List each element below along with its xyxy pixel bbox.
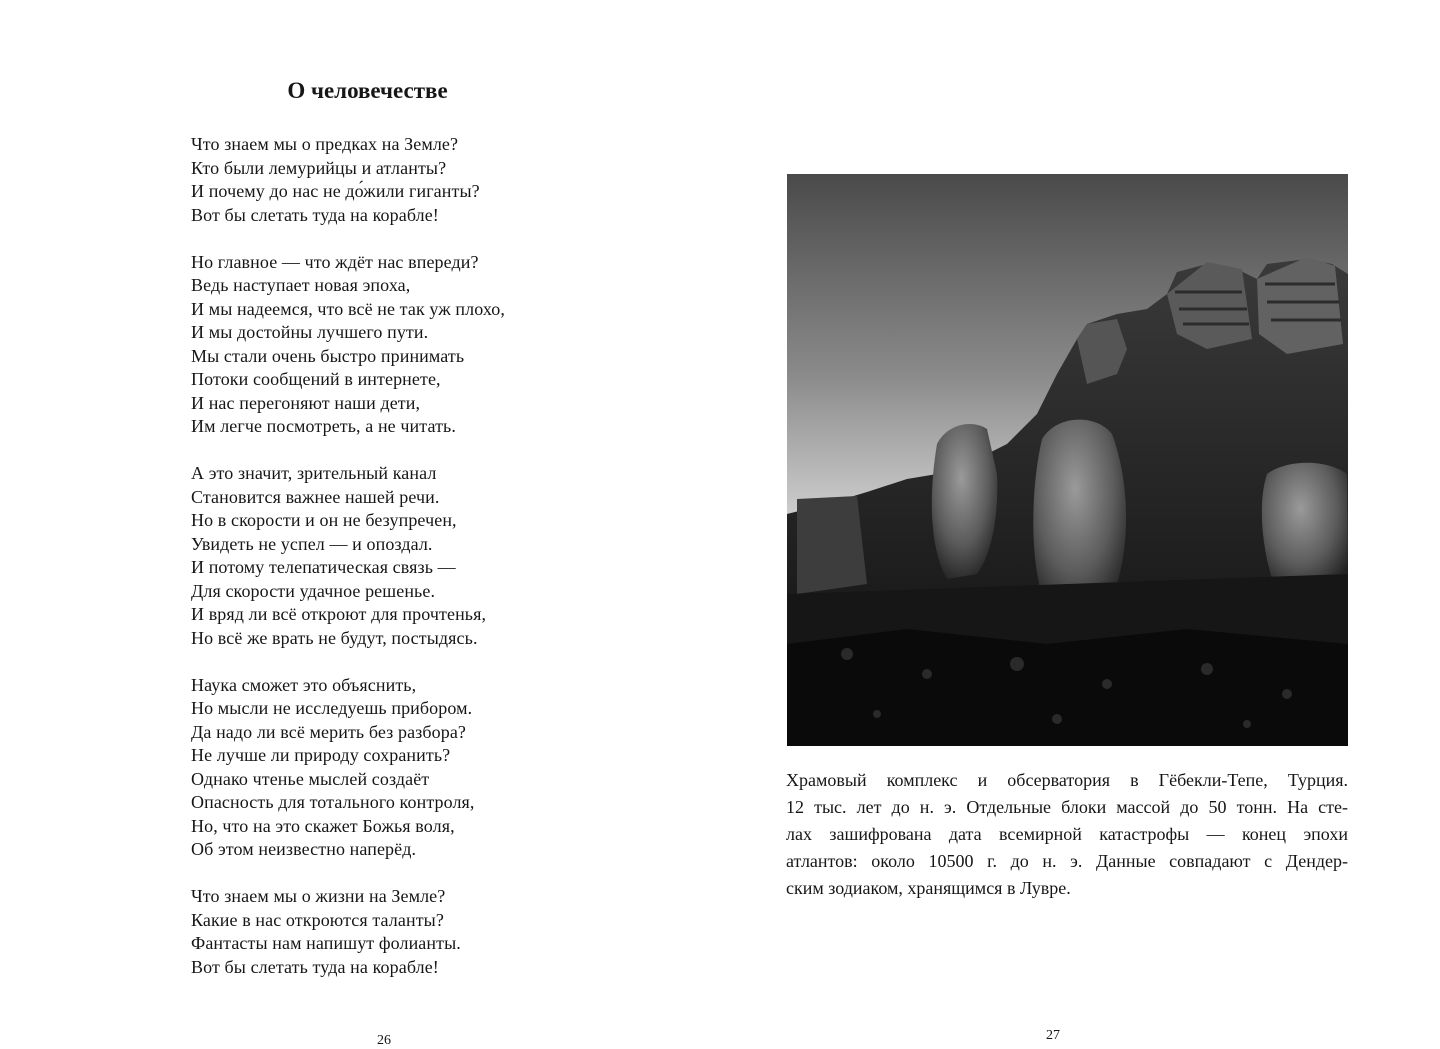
- poem-body: [191, 133, 505, 1003]
- poem-line: Фантасты нам напишут фолианты.: [191, 933, 461, 953]
- caption-line: ским зодиаком, хранящимся в Лувре.: [786, 878, 1071, 898]
- poem-line: Однако чтенье мыслей создаёт: [191, 768, 430, 789]
- caption-line: лах зашифрована дата всемирной катастрофы — конец эпохи: [786, 824, 1348, 844]
- poem-line: А это значит, зрительный канал: [191, 463, 437, 483]
- poem-line: И вряд ли всё откроют для прочтенья,: [191, 604, 487, 624]
- poem-line: Но всё же врать не будут, постыдясь.: [191, 627, 478, 648]
- poem-line: И нас перегоняют наши дети,: [191, 392, 421, 413]
- stanza: [191, 133, 505, 227]
- poem-line: Потоки сообщений в интернете,: [191, 369, 441, 389]
- poem-line: Ведь наступает новая эпоха,: [191, 275, 411, 295]
- poem-line: И потому телепатическая связь —: [191, 557, 456, 577]
- poem-line: Какие в нас откроются таланты?: [191, 909, 444, 930]
- stanza: [191, 462, 505, 650]
- poem-line: Для скорости удачное решенье.: [191, 580, 436, 601]
- caption-line: 12 тыс. лет до н. э. Отдельные блоки массой до 50 тонн. На сте-: [786, 797, 1348, 817]
- poem-line: Вот бы слетать туда на корабле!: [191, 204, 439, 225]
- poem-line: И мы надеемся, что всё не так уж плохо,: [191, 298, 505, 319]
- poem-line: Но в скорости и он не безупречен,: [191, 510, 457, 530]
- stanza: [191, 885, 505, 979]
- poem-line: Но, что на это скажет Божья воля,: [191, 815, 455, 836]
- caption-line: Храмовый комплекс и обсерватория в Гёбекли-Тепе, Турция.: [786, 770, 1348, 790]
- stanza: [191, 674, 505, 862]
- temple-ruins-photo: [787, 174, 1348, 746]
- poem-line: Об этом неизвестно наперёд.: [191, 839, 417, 859]
- poem-line: Наука сможет это объяснить,: [191, 674, 417, 695]
- page-number-left: 26: [377, 1033, 391, 1048]
- poem-line: Но мысли не исследуешь прибором.: [191, 698, 473, 718]
- poem-line: Увидеть не успел — и опоздал.: [191, 533, 433, 554]
- poem-line: Мы стали очень быстро принимать: [191, 345, 465, 366]
- poem-line: Кто были лемурийцы и атланты?: [191, 157, 447, 178]
- poem-line: И мы достойны лучшего пути.: [191, 322, 429, 342]
- poem-line: Становится важнее нашей речи.: [191, 486, 440, 507]
- caption-line: атлантов: около 10500 г. до н. э. Данные совпадают с Дендер-: [786, 851, 1348, 871]
- poem-line: Вот бы слетать туда на корабле!: [191, 956, 439, 977]
- poem-line: Им легче посмотреть, а не читать.: [191, 416, 456, 436]
- left-page: [0, 0, 720, 1048]
- poem-line: И почему до нас не до́жили гиганты?: [191, 181, 480, 201]
- photo-caption: [786, 767, 1348, 902]
- poem-title: О человечестве: [287, 78, 448, 103]
- right-page: [720, 0, 1440, 1045]
- poem-line: Что знаем мы о жизни на Земле?: [191, 886, 446, 906]
- stanza: [191, 251, 505, 439]
- poem-line: Опасность для тотального контроля,: [191, 792, 475, 812]
- poem-line: Что знаем мы о предках на Земле?: [191, 134, 459, 154]
- poem-line: Да надо ли всё мерить без разбора?: [191, 721, 466, 742]
- page-number-right: 27: [1046, 1028, 1060, 1043]
- poem-line: Но главное — что ждёт нас впереди?: [191, 251, 479, 272]
- poem-line: Не лучше ли природу сохранить?: [191, 745, 451, 765]
